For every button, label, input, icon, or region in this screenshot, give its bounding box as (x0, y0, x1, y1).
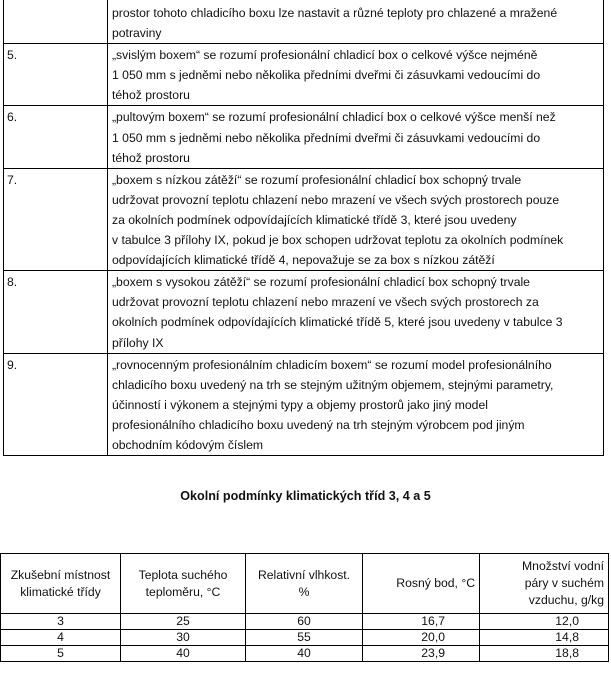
definition-text (108, 271, 604, 353)
header-line: % (298, 584, 310, 599)
section-title: Okolní podmínky klimatických tříd 3, 4 a 5 (180, 489, 431, 503)
definition-line: „boxem s nízkou zátěží“ se rozumí profesionální chladicí box schopný trvale (112, 172, 522, 187)
definition-row (4, 353, 604, 455)
definition-line: udržovat provozní teplotu chlazení nebo mrazení ve všech svých prostorech za (112, 295, 539, 310)
dew-point-cell: 16,7 (363, 614, 480, 630)
humidity-cell: 55 (246, 630, 363, 646)
definition-row (4, 44, 604, 106)
definition-line: odpovídajících klimatické třídě 4, nepovažuje se za box s nízkou zátěží (112, 253, 495, 268)
definition-text (108, 353, 604, 455)
header-line: Zkušební místnost (10, 567, 111, 582)
header-water-vapour (480, 554, 609, 614)
definition-row (4, 106, 604, 168)
definition-number: 5. (4, 44, 108, 106)
definition-line: potraviny (112, 26, 162, 41)
definition-line: „svislým boxem“ se rozumí profesionální chladicí box o celkové výšce nejméně (112, 48, 538, 63)
header-dew-point (363, 554, 480, 614)
definition-number (4, 0, 108, 44)
definition-row (4, 271, 604, 353)
definition-number: 7. (4, 168, 108, 270)
dew-point-cell: 20,0 (363, 630, 480, 646)
definition-number: 8. (4, 271, 108, 353)
table-header-row (1, 554, 609, 614)
climate-class-cell: 5 (1, 646, 121, 662)
definition-number: 6. (4, 106, 108, 168)
definition-line: téhož prostoru (112, 150, 190, 165)
definition-line: udržovat provozní teplotu chlazení nebo mrazení ve všech svých prostorech pouze (112, 192, 560, 207)
header-line: Množství vodní (522, 559, 604, 573)
header-line: Relativní vlhkost. (257, 567, 351, 582)
definition-line: účinností i výkonem a stejnými typy a objemy prostorů jako jiný model (112, 397, 488, 412)
definition-line: 1 050 mm s jedněmi nebo několika předními dveřmi či zásuvkami vedoucími do (112, 130, 541, 145)
dry-bulb-cell: 40 (121, 646, 246, 662)
header-climate-class (1, 554, 121, 614)
definition-line: „boxem s vysokou zátěží“ se rozumí profesionální chladicí box schopný trvale (112, 275, 530, 290)
definition-text (108, 168, 604, 270)
dew-point-cell: 23,9 (363, 646, 480, 662)
definition-line: „pultovým boxem“ se rozumí profesionální chladicí box o celkové výšce menší než (112, 110, 556, 125)
definition-text (108, 0, 604, 44)
definition-line: prostor tohoto chladicího boxu lze nastavit a různé teploty pro chlazené a mražené (112, 6, 558, 20)
definition-line: 1 050 mm s jedněmi nebo několika předními dveřmi či zásuvkami vedoucími do (112, 68, 541, 83)
humidity-cell: 40 (246, 646, 363, 662)
definition-text (108, 106, 604, 168)
definition-line: téhož prostoru (112, 88, 190, 103)
definition-row (4, 168, 604, 270)
header-line: páry v suchém (524, 576, 604, 590)
definition-line: v tabulce 3 přílohy IX, pokud je box schopen udržovat teplotu za okolních podmínek (112, 233, 564, 248)
definition-line: za okolních podmínek odpovídajících klimatické třídě 3, které jsou uvedeny (112, 212, 517, 227)
water-vapour-cell: 14,8 (480, 630, 609, 646)
dry-bulb-cell: 25 (121, 614, 246, 630)
climate-classes-table (0, 553, 609, 662)
definitions-table (3, 0, 604, 456)
definition-text (108, 44, 604, 106)
definition-row (4, 0, 604, 44)
header-relative-humidity (246, 554, 363, 614)
climate-class-cell: 3 (1, 614, 121, 630)
dry-bulb-cell: 30 (121, 630, 246, 646)
water-vapour-cell: 12,0 (480, 614, 609, 630)
definition-line: přílohy IX (112, 335, 164, 350)
humidity-cell: 60 (246, 614, 363, 630)
header-line: vzduchu, g/kg (528, 593, 604, 607)
header-line: Rosný bod, °C (396, 576, 475, 590)
table-row (1, 614, 609, 630)
water-vapour-cell: 18,8 (480, 646, 609, 662)
header-line: klimatické třídy (20, 584, 101, 599)
header-line: teploměru, °C (145, 584, 221, 599)
definition-line: profesionálního chladicího boxu uvedený na trh stejným výrobcem pod jiným (112, 417, 525, 432)
climate-class-cell: 4 (1, 630, 121, 646)
table-row (1, 630, 609, 646)
table-row (1, 646, 609, 662)
header-line: Teplota suchého (138, 567, 228, 582)
header-dry-bulb-temperature (121, 554, 246, 614)
definition-line: „rovnocenným profesionálním chladicím boxem“ se rozumí model profesionálního (112, 357, 552, 372)
definition-line: obchodním kódovým číslem (112, 437, 264, 452)
definition-line: okolních podmínek odpovídajících klimatické třídě 5, které jsou uvedeny v tabulce 3 (112, 315, 563, 330)
definition-number: 9. (4, 353, 108, 455)
definition-line: chladicího boxu uvedený na trh se stejným užitným objemem, stejnými parametry, (112, 377, 554, 392)
